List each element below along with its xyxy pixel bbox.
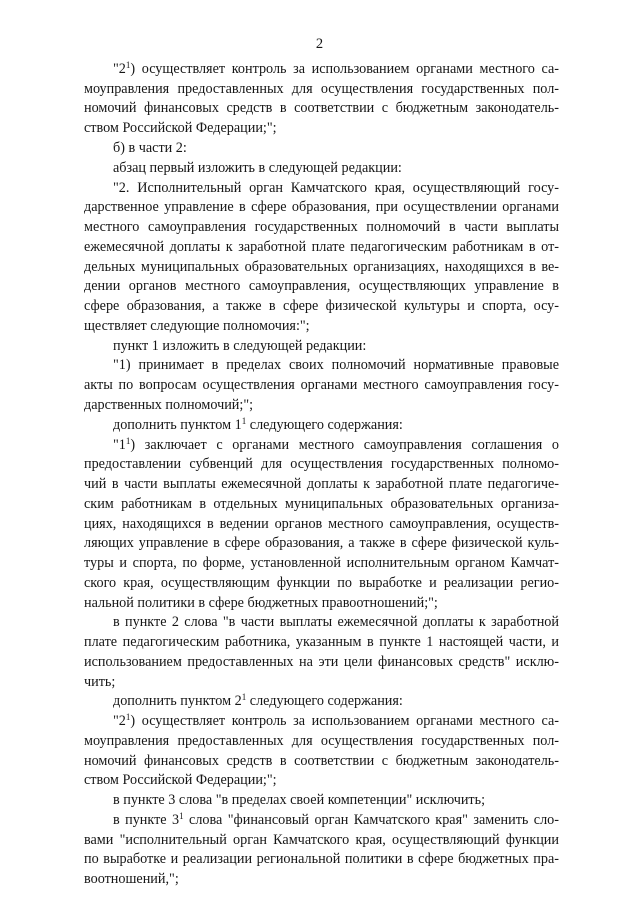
text-line (84, 614, 559, 631)
superscript-mark: 1 (125, 712, 131, 722)
text-run: сфере образования, а также в сфере физической культуры и спорта, осу- (84, 298, 559, 314)
text-run: "2 (113, 61, 126, 77)
text-run: моуправления предоставленных для осуществления государственных пол- (84, 81, 559, 97)
text-line (84, 634, 559, 651)
superscript-mark: 1 (125, 436, 131, 446)
text-line (84, 851, 559, 868)
text-line (84, 417, 559, 434)
text-line (84, 713, 559, 730)
text-line (84, 595, 559, 612)
superscript-mark: 1 (241, 416, 247, 426)
text-line (84, 278, 559, 295)
text-line (84, 753, 559, 770)
text-run: слова "финансовый орган Камчатского края" заменить сло- (183, 812, 559, 828)
text-run: дополнить пунктом 1 (113, 417, 242, 433)
text-line (84, 871, 559, 888)
text-run: ством Российской Федерации;"; (84, 120, 277, 136)
text-run: пункт 1 изложить в следующей редакции: (113, 338, 367, 354)
text-run: чий в части выплаты ежемесячной доплаты к заработной плате педагогиче- (84, 476, 559, 492)
text-line (84, 219, 559, 236)
text-run: в пункте 2 слова "в части выплаты ежемесячной доплаты к заработной (113, 614, 559, 630)
text-run: предоставлении субвенций для осуществления государственных полномо- (84, 456, 559, 472)
text-run: номочий финансовых средств в соответствии с бюджетным законодатель- (84, 753, 559, 769)
text-run: акты по вопросам осуществления органами местного самоуправления госу- (84, 377, 559, 393)
text-run: ежемесячной доплаты к заработной плате педагогическим работникам в от- (84, 239, 559, 255)
text-line (84, 318, 559, 335)
text-run: ) заключает с органами местного самоуправления соглашения о (130, 437, 559, 453)
text-run: следующего содержания: (246, 693, 403, 709)
text-run: нальной политики в сфере бюджетных правоотношений;"; (84, 595, 438, 611)
text-run: ) осуществляет контроль за использованием органами местного са- (130, 713, 559, 729)
text-line (84, 100, 559, 117)
text-run: дарственных полномочий;"; (84, 397, 254, 413)
text-line (84, 832, 559, 849)
text-line (84, 437, 559, 454)
text-line (84, 357, 559, 374)
text-run: использованием предоставленных на эти цели финансовых средств" исклю- (84, 654, 559, 670)
text-run: чить; (84, 674, 116, 690)
text-run: дельных муниципальных образовательных организациях, находящихся в ве- (84, 259, 559, 275)
text-line (84, 377, 559, 394)
text-line (84, 555, 559, 572)
text-line (84, 516, 559, 533)
text-run: в пункте 3 (113, 812, 180, 828)
text-run: вами "исполнительный орган Камчатского края, осуществляющий функции (84, 832, 559, 848)
text-line (84, 772, 559, 789)
text-line (84, 654, 559, 671)
text-line (84, 397, 559, 414)
text-line (84, 61, 559, 78)
text-line (84, 180, 559, 197)
text-line (84, 575, 559, 592)
text-run: б) в части 2: (113, 140, 187, 156)
text-run: "1 (113, 437, 126, 453)
text-run: абзац первый изложить в следующей редакции: (113, 160, 402, 176)
text-line (84, 693, 559, 710)
text-line (84, 259, 559, 276)
text-line (84, 160, 559, 177)
text-line (84, 733, 559, 750)
text-line (84, 239, 559, 256)
text-run: в пункте 3 слова "в пределах своей компетенции" исключить; (113, 792, 486, 808)
text-line (84, 535, 559, 552)
text-run: моуправления предоставленных для осуществления государственных пол- (84, 733, 559, 749)
text-run: воотношений,"; (84, 871, 179, 887)
text-line (84, 476, 559, 493)
text-line (84, 812, 559, 829)
text-run: дарственное управление в сфере образования, при осуществлении органами (84, 199, 559, 215)
superscript-mark: 1 (241, 692, 247, 702)
text-run: плате педагогическим работника, указанным в пункте 1 настоящей части, и (84, 634, 559, 650)
text-line (84, 674, 559, 691)
text-run: ским работникам в отдельных муниципальных образовательных организа- (84, 496, 559, 512)
text-line (84, 140, 559, 157)
text-line (84, 338, 559, 355)
text-run: по выработке и реализации региональной политики в сфере бюджетных пра- (84, 851, 559, 867)
text-run: ского края, осуществляющим функции по выработке и реализации регио- (84, 575, 559, 591)
text-run: "2. Исполнительный орган Камчатского края, осуществляющий госу- (113, 180, 559, 196)
text-run: номочий финансовых средств в соответствии с бюджетным законодатель- (84, 100, 559, 116)
text-line (84, 496, 559, 513)
page-number: 2 (315, 36, 324, 52)
text-run: дополнить пунктом 2 (113, 693, 242, 709)
text-run: ством Российской Федерации;"; (84, 772, 277, 788)
text-run: ) осуществляет контроль за использованием органами местного са- (130, 61, 559, 77)
text-run: местного самоуправления государственных полномочий в части выплаты (84, 219, 559, 235)
text-line (84, 120, 559, 137)
text-line (84, 792, 559, 809)
superscript-mark: 1 (179, 811, 184, 821)
text-run: ляющих управление в сфере образования, а также в сфере физической куль- (84, 535, 559, 551)
text-run: следующего содержания: (246, 417, 403, 433)
text-run: циях, находящихся в ведении органов местного самоуправления, осуществ- (84, 516, 559, 532)
text-run: туры и спорта, по форме, установленной исполнительным органом Камчат- (84, 555, 559, 571)
text-line (84, 199, 559, 216)
text-run: "2 (113, 713, 126, 729)
text-run: дении органов местного самоуправления, осуществляющих управление в (84, 278, 559, 294)
text-run: ществляет следующие полномочия:"; (84, 318, 310, 334)
text-line (84, 81, 559, 98)
text-line (84, 298, 559, 315)
superscript-mark: 1 (125, 60, 131, 70)
text-run: "1) принимает в пределах своих полномочий нормативные правовые (113, 357, 559, 373)
text-line (84, 456, 559, 473)
